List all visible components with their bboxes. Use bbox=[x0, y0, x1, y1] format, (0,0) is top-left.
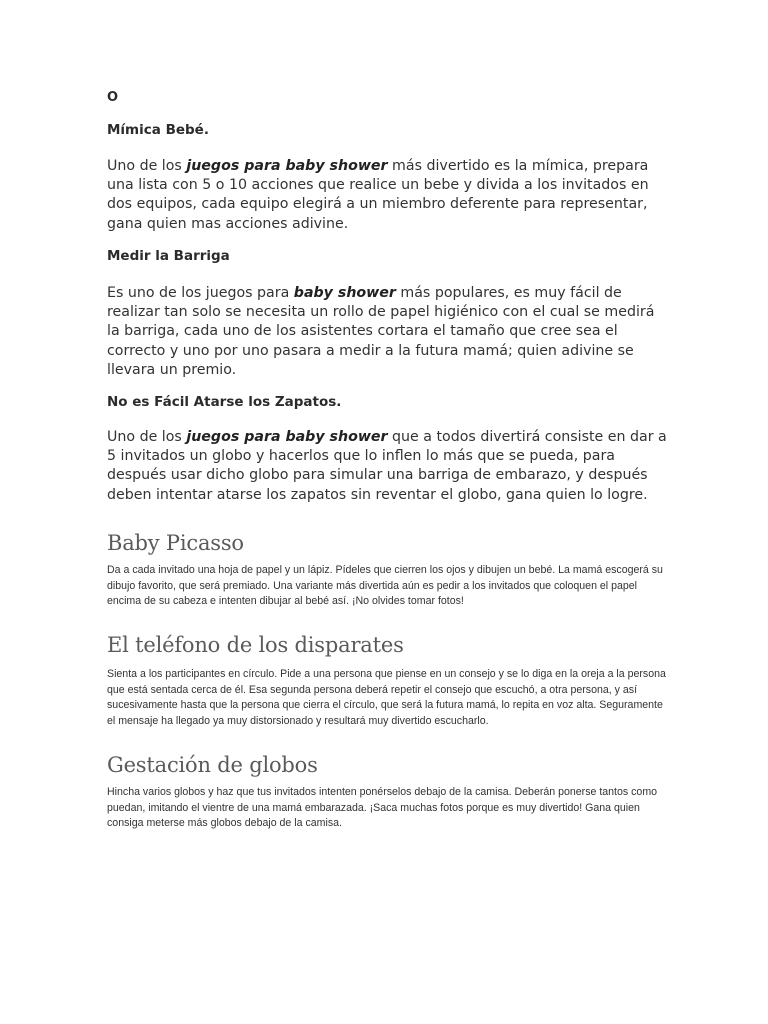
paragraph-text-start: Es uno de los juegos para bbox=[107, 285, 294, 301]
section-marker: O bbox=[107, 90, 119, 105]
paragraph-text-start: Uno de los bbox=[107, 158, 187, 174]
heading-gestacion-globos: Gestación de globos bbox=[107, 753, 318, 777]
emphasis-baby-shower: baby shower bbox=[293, 285, 396, 301]
paragraph-telefono-disparates: Sienta a los participantes en círculo. Pide a una persona que piense en un consejo y se lo diga en la oreja a la persona que está sentada cerca de él. Esa segunda persona deberá repetir el consejo que escuchó, a otra persona, y así sucesivamente hasta que la persona que cierra el círculo, que será la futura mamá, lo repita en voz alta. Seguramente el mensaje ha llegado ya muy distorsionado y resultará muy divertido escucharlo. bbox=[107, 668, 666, 727]
heading-baby-picasso: Baby Picasso bbox=[107, 531, 244, 555]
paragraph-gestacion-globos: Hincha varios globos y haz que tus invitados intenten ponérselos debajo de la camisa. Deberán ponerse tantos como puedan, imitando el vientre de una mamá embarazada. ¡Saca muchas fotos porque es muy divertido! Gana quien consiga meterse más globos debajo de la camisa. bbox=[107, 786, 658, 830]
paragraph-mimica-bebe bbox=[107, 157, 667, 234]
paragraph-text-start: Uno de los bbox=[107, 429, 187, 445]
paragraph-atarse-zapatos bbox=[107, 428, 667, 505]
emphasis-juegos-baby-shower: juegos para baby shower bbox=[186, 158, 388, 174]
paragraph-text-end: más populares, es muy fácil de realizar tan solo se necesita un rollo de papel higiénico con el cual se medirá la barriga, cada uno de los asistentes cortara el tamaño que cree sea el correcto y uno por uno pasara a medir a la futura mamá; quien adivine se llevara un premio. bbox=[107, 285, 655, 378]
heading-mimica-bebe: Mímica Bebé. bbox=[107, 122, 209, 138]
emphasis-juegos-baby-shower: juegos para baby shower bbox=[186, 429, 388, 445]
paragraph-text-end: más divertido es la mímica, prepara una lista con 5 o 10 acciones que realice un bebe y divida a los invitados en dos equipos, cada equipo elegirá a un miembro deferente para representar, gana quien mas acciones adivine. bbox=[107, 158, 649, 232]
paragraph-baby-picasso: Da a cada invitado una hoja de papel y un lápiz. Pídeles que cierren los ojos y dibujen un bebé. La mamá escogerá su dibujo favorito, que será premiado. Una variante más divertida aún es pedir a los invitados que coloquen el papel encima de su cabeza e intenten dibujar al bebé así. ¡No olvides tomar fotos! bbox=[107, 564, 663, 608]
paragraph-medir-barriga bbox=[107, 284, 667, 380]
heading-atarse-zapatos: No es Fácil Atarse los Zapatos. bbox=[107, 394, 342, 410]
heading-telefono-disparates: El teléfono de los disparates bbox=[107, 633, 404, 657]
paragraph-text-end: que a todos divertirá consiste en dar a 5 invitados un globo y hacerlos que lo inflen lo más que se pueda, para después usar dicho globo para simular una barriga de embarazo, y después deben intentar atarse los zapatos sin reventar el globo, gana quien lo logre. bbox=[107, 429, 667, 503]
heading-medir-barriga: Medir la Barriga bbox=[107, 248, 230, 264]
